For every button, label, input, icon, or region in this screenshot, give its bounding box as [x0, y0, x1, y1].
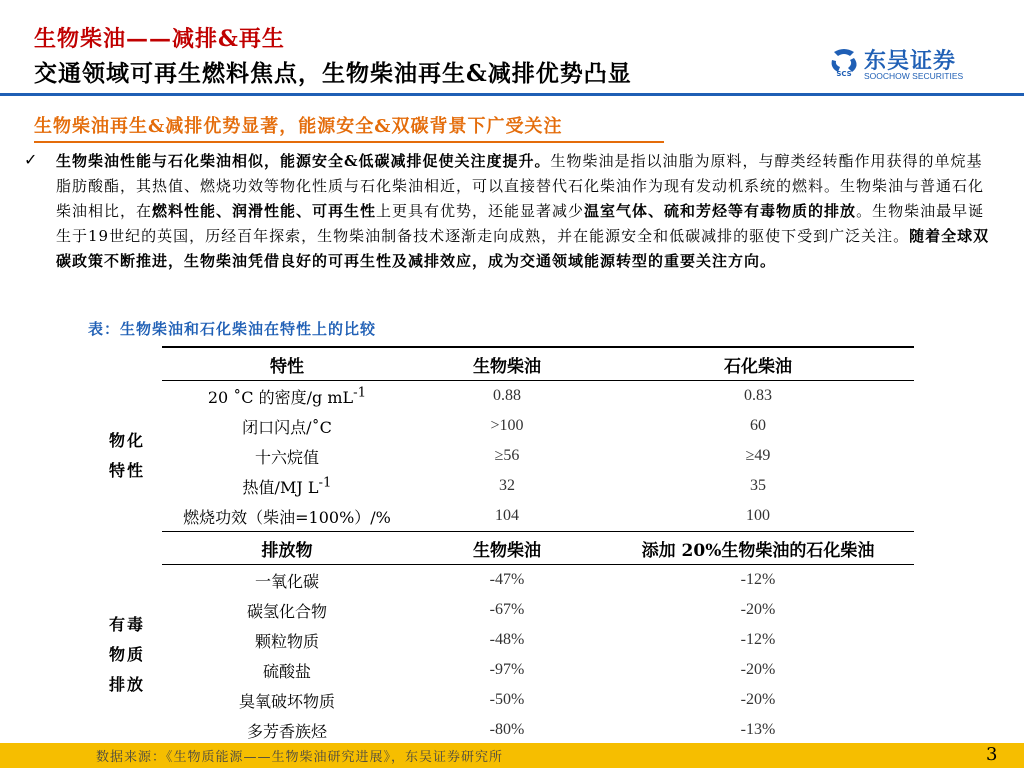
biodiesel-value: 32 — [499, 477, 515, 494]
summary-paragraph — [56, 149, 996, 274]
table-row — [92, 715, 914, 746]
svg-text:SCS: SCS — [836, 70, 852, 78]
blend-value: -12% — [740, 631, 776, 648]
biodiesel-value: 104 — [495, 507, 519, 524]
header-divider — [0, 93, 1024, 96]
lead-statement: 生物柴油性能与石化柴油相似，能源安全&低碳减排促使关注度提升。 — [56, 152, 551, 170]
paragraph-text-3: 。生物柴油最早诞生于19世纪的英国，历经百年探索，生物柴油制备技术逐渐走向成熟，并在能源安全和低碳减排的驱使下受到广泛关注。 — [56, 202, 985, 245]
group-label-physical: 物化 特性 — [108, 431, 145, 480]
fossil-value: 35 — [750, 477, 766, 494]
table-caption: 表：生物柴油和石化柴油在特性上的比较 — [88, 320, 377, 338]
biodiesel-value: -67% — [489, 601, 525, 618]
biodiesel-value: -50% — [489, 691, 525, 708]
row-label: 臭氧破坏物质 — [238, 691, 335, 711]
logo-name-en: SOOCHOW SECURITIES — [864, 71, 964, 81]
paragraph-conclusion: 随着全球双碳政策不断推进，生物柴油凭借良好的可再生性及减排效应，成为交通领域能源转型的重要关注方向。 — [56, 227, 990, 270]
page-number: 3 — [986, 744, 998, 765]
table-row — [92, 381, 914, 412]
header-cell: 石化柴油 — [602, 347, 914, 381]
row-label: 多芳香族烃 — [162, 715, 412, 746]
header-cell: 生物柴油 — [412, 347, 602, 381]
table-row — [92, 501, 914, 532]
row-label: 碳氢化合物 — [246, 601, 327, 621]
fossil-value: 60 — [750, 417, 766, 434]
biodiesel-value: >100 — [490, 417, 524, 434]
biodiesel-value: 0.88 — [493, 387, 521, 404]
paragraph-text-2: 上更具有优势，还能显著减少 — [376, 202, 585, 220]
page-title: 生物柴油——减排&再生 — [34, 26, 285, 52]
blend-value: -13% — [602, 715, 914, 746]
blend-value: -20% — [740, 601, 776, 618]
paragraph-highlight-1: 燃料性能、润滑性能、可再生性 — [152, 202, 377, 220]
comparison-table — [92, 346, 914, 747]
table-row — [92, 441, 914, 471]
row-label: 闭口闪点/˚C — [242, 417, 332, 437]
logo-name-cn: 东吴证券 — [864, 49, 957, 74]
table-row — [92, 685, 914, 715]
row-label: 颗粒物质 — [254, 631, 319, 651]
header-cell: 生物柴油 — [412, 532, 602, 565]
fossil-value: ≥49 — [745, 447, 771, 464]
header-cell: 特性 — [162, 347, 412, 381]
paragraph-text-1: 生物柴油是指以油脂为原料，与醇类经转酯作用获得的单烷基脂肪酸酯，其热值、燃烧功效等物化性质与石化柴油相近，可以直接替代石化柴油作为现有发动机系统的燃料。生物柴油与普通石化柴油相比，在 — [56, 152, 985, 220]
row-label: 硫酸盐 — [262, 661, 311, 681]
biodiesel-value: -97% — [489, 661, 525, 678]
fossil-value: 100 — [746, 507, 770, 524]
group-label-emissions: 有毒 物质 排放 — [108, 615, 145, 695]
blend-value: -12% — [740, 571, 776, 588]
table-row — [92, 625, 914, 655]
biodiesel-value: ≥56 — [494, 447, 520, 464]
soochow-logo-icon — [828, 46, 860, 78]
table-header-emissions — [92, 532, 914, 565]
blend-value: -20% — [740, 691, 776, 708]
section-underline — [34, 141, 664, 143]
row-label: 热值/MJ $L^{-1}$ — [242, 475, 332, 497]
table-row — [92, 565, 914, 596]
header-cell: 排放物 — [162, 532, 412, 565]
row-label: 一氧化碳 — [254, 571, 319, 591]
header-cell: 添加 20%生物柴油的石化柴油 — [602, 532, 914, 565]
row-label: 十六烷值 — [254, 447, 319, 467]
footer-source: 数据来源：《生物质能源——生物柴油研究进展》，东吴证券研究所 — [96, 750, 504, 765]
section-heading: 生物柴油再生&减排优势显著，能源安全&双碳背景下广受关注 — [34, 116, 563, 137]
table-row — [92, 595, 914, 625]
fossil-value: 0.83 — [744, 387, 772, 404]
row-label: 燃烧功效（柴油=100%）/% — [183, 507, 391, 527]
biodiesel-value: -80% — [412, 715, 602, 746]
paragraph-highlight-2: 温室气体、硫和芳烃等有毒物质的排放 — [584, 202, 857, 220]
table-row — [92, 411, 914, 441]
table-row — [92, 471, 914, 501]
checkmark-icon: ✓ — [24, 150, 38, 169]
page-subtitle: 交通领域可再生燃料焦点，生物柴油再生&减排优势凸显 — [34, 60, 632, 87]
row-label: 20 ˚C 的密度/g $mL^{-1}$ — [207, 385, 367, 407]
company-logo — [828, 44, 978, 84]
blend-value: -20% — [740, 661, 776, 678]
table-header-physical — [92, 347, 914, 381]
biodiesel-value: -47% — [489, 571, 525, 588]
biodiesel-value: -48% — [489, 631, 525, 648]
table-row — [92, 655, 914, 685]
